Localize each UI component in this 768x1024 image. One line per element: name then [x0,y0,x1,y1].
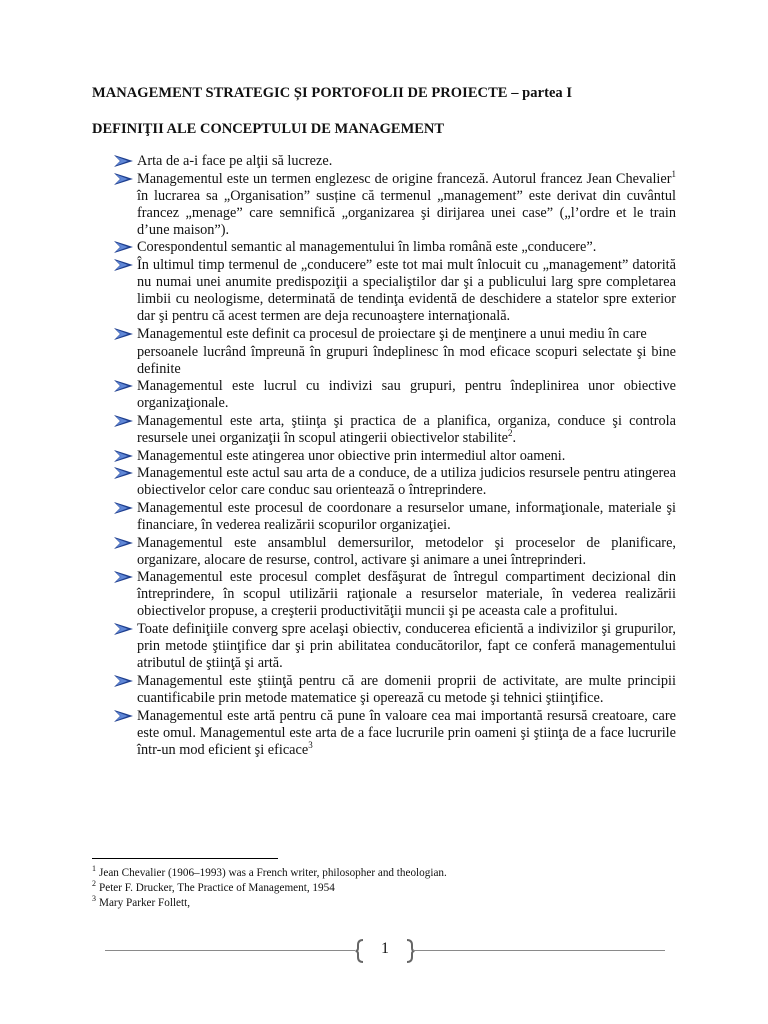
item-text: Managementul este arta, ştiinţa şi practica de a planifica, organiza, conduce şi controla resursele unei organizaţii în scopul atingerii obiectivelor stabilite [137,412,676,446]
footnote-number: 3 [92,893,96,903]
arrow-bullet-icon [114,675,134,687]
list-item [114,344,676,378]
list-item [114,535,676,569]
item-text-continued: în lucrarea sa „Organisation” susține că termenul „management” este derivat din cuvântul francez „menage” care semnifică „organizarea şi dirijarea unei case” („l’ordre et le train d’une maison”). [137,187,676,238]
list-item [114,621,676,672]
footer-rule-right [413,950,665,951]
item-text: Managementul este definit ca procesul de proiectare şi de menţinere a unui mediu în care [137,325,647,342]
list-item [114,326,676,343]
item-text: Managementul este ştiinţă pentru că are domenii proprii de activitate, are multe principii cuantificabile prin metode matematice şi operează cu metode şi tehnici ştiinţifice. [137,672,676,706]
arrow-bullet-icon [114,415,134,427]
footnote [92,893,692,911]
list-item [114,378,676,412]
item-text: Managementul este procesul complet desfăşurat de întregul compartiment decizional din întreprindere, în scopul utilizării raţionale a resurselor materiale, în vederea realizării obiectivelor propuse, a creşterii productivităţii muncii şi pe aceasta cale a profitului. [137,569,676,620]
arrow-bullet-icon [114,328,134,340]
item-text: Corespondentul semantic al managementului în limba română este „conducere”. [137,239,597,256]
footnote-text: Peter F. Drucker, The Practice of Management, 1954 [99,881,335,894]
footnote-reference: 1 [671,168,676,179]
list-item [114,257,676,325]
list-item [114,448,676,465]
footnote-separator [92,858,278,859]
list-item [114,239,676,256]
footnote [92,866,692,881]
arrow-bullet-icon [114,502,134,514]
footnote-text: Jean Chevalier (1906–1993) was a French writer, philosopher and theologian. [99,867,447,879]
list-item [114,153,676,170]
arrow-bullet-icon [114,155,134,167]
footnote-text: Mary Parker Follett, [99,896,191,909]
list-item [114,569,676,620]
footnote-number: 2 [92,879,96,889]
item-text: persoanele lucrând împreună în grupuri îndeplinesc în mod eficace scopuri selectate şi bine definite [137,343,676,377]
list-item [114,500,676,534]
footnotes [92,866,692,910]
footnote-reference: 3 [308,739,313,750]
arrow-bullet-icon [114,173,134,185]
item-text: Managementul este atingerea unor obiective prin intermediul altor oameni. [137,447,566,464]
item-text: Managementul este procesul de coordonare a resurselor umane, informaţionale, materiale şi financiare, în vederea realizării scopurilor organizaţiei. [137,499,676,533]
footnote-reference: 2 [507,428,513,439]
arrow-bullet-icon [114,710,134,722]
item-text: În ultimul timp termenul de „conducere” este tot mai mult înlocuit cu „management” datorită nu numai unei anumite predispoziţii a specialiştilor dar şi a publicului larg spre completarea limbii cu neologisme, determinată de tendinţa evidentă de deschidere a statelor spre exterior dar şi pentru că acest termen are deja recunoaştere internaţională. [137,257,676,325]
document-title: MANAGEMENT STRATEGIC ȘI PORTOFOLII DE PROIECTE – partea I [92,85,573,101]
item-text: Managementul este actul sau arta de a conduce, de a utiliza judicios resursele pentru atingerea obiectivelor celor care conduc sau orientează o întreprindere. [137,465,676,499]
arrow-bullet-icon [114,259,134,271]
item-text: Managementul este artă pentru că pune în valoare cea mai importantă resursă creatoare, care este omul. Managementul este arta de a face lucrurile prin oameni şi ştiinţa de a face lucrurile într-un mod eficient şi eficace [137,707,676,758]
list-item [114,708,676,759]
arrow-bullet-icon [114,380,134,392]
right-brace-icon [405,939,415,963]
item-text: Managementul este un termen englezesc de origine franceză. Autorul francez Jean Chevalier [137,170,672,187]
definitions-list [114,153,676,759]
list-item [114,673,676,707]
footer-rule-left [105,950,355,951]
section-heading: DEFINIŢII ALE CONCEPTULUI DE MANAGEMENT [92,121,445,137]
item-text: Managementul este lucrul cu indivizi sau grupuri, pentru îndeplinirea unor obiective organizaţionale. [137,378,676,412]
item-text: Toate definiţiile converg spre acelaşi obiectiv, conducerea eficientă a indivizilor şi grupurilor, prin metode ştiinţifice dar şi prin abilitatea conducătorilor, fapt ce conferă managementului atributul de ştiinţă şi artă. [137,621,676,672]
page-footer [105,939,665,965]
arrow-bullet-icon [114,450,134,462]
list-item [114,465,676,499]
item-text: Arta de a-i face pe alţii să lucreze. [137,153,333,169]
item-text-continued: . [512,430,517,446]
footnote-number: 1 [92,864,96,874]
arrow-bullet-icon [114,571,134,583]
page-number: 1 [381,940,389,957]
list-item [114,168,676,239]
arrow-bullet-icon [114,623,134,635]
arrow-bullet-icon [114,467,134,479]
arrow-bullet-icon [114,537,134,549]
list-item [114,413,676,447]
arrow-bullet-icon [114,241,134,253]
item-text: Managementul este ansamblul demersurilor, metodelor şi proceselor de planificare, organizare, alocare de resurse, control, activare şi animare a unei întreprinderi. [137,534,676,568]
footnote [92,881,692,896]
